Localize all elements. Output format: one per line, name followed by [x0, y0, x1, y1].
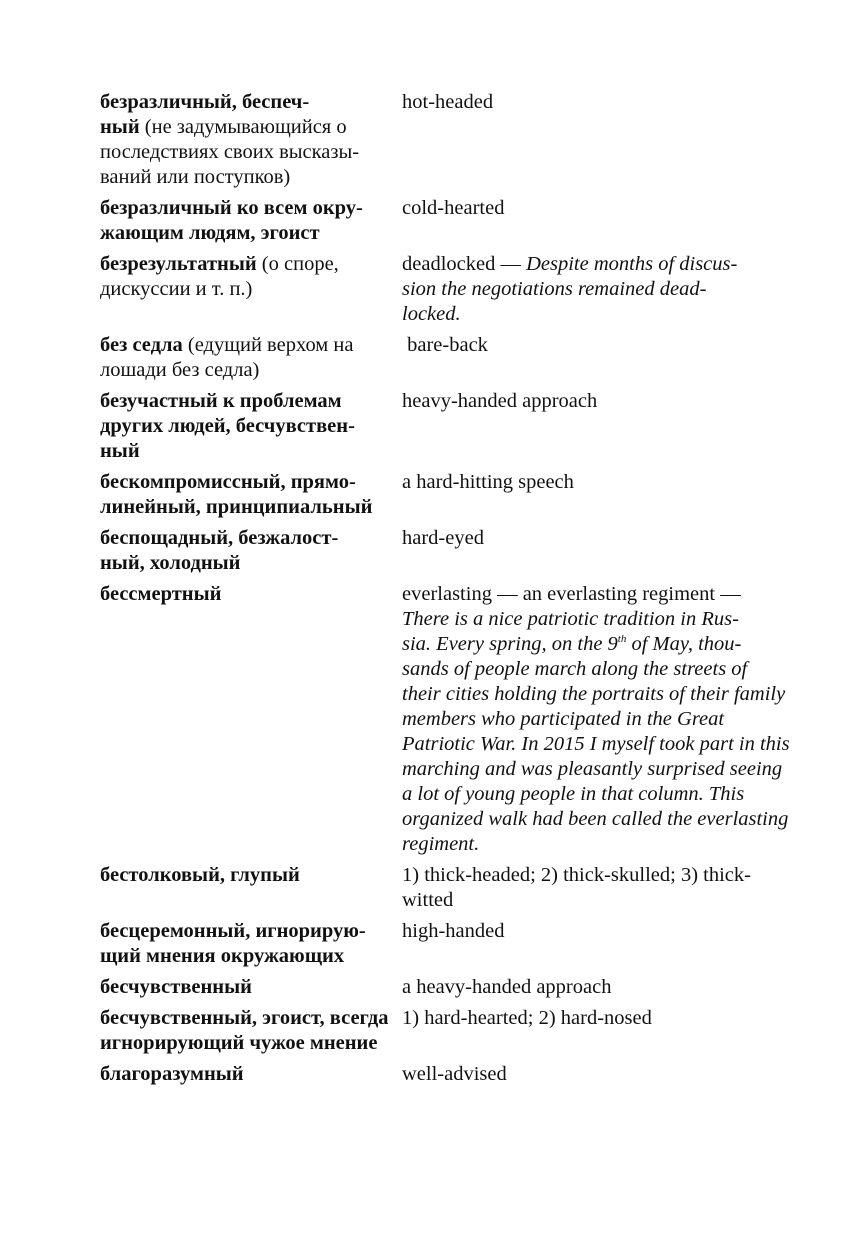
term-cell: [100, 975, 402, 1006]
ordinal-suffix: th: [617, 633, 627, 646]
dictionary-page: [100, 90, 790, 1093]
table-row: [100, 389, 790, 470]
term-cell: [100, 196, 402, 252]
term-cell: [100, 333, 402, 389]
term-headword: безразличный, беспеч- ный: [100, 91, 310, 138]
table-row: [100, 252, 790, 333]
translation: heavy-handed approach: [402, 390, 598, 412]
term-headword: безучастный к проблемам других людей, бесчувствен- ный: [100, 390, 355, 462]
translation-cell: [402, 252, 790, 333]
table-row: [100, 919, 790, 975]
term-headword: бессмертный: [100, 583, 222, 605]
table-row: [100, 196, 790, 252]
term-note: (едущий верхом на лошади без седла): [100, 334, 354, 381]
term-cell: [100, 90, 402, 196]
translation-cell: [402, 196, 790, 252]
translation: hot-headed: [402, 91, 494, 113]
translation-cell: [402, 919, 790, 975]
translation: bare-back: [402, 334, 488, 356]
translation: deadlocked —: [402, 253, 527, 275]
translation: 1) hard-hearted; 2) hard-nosed: [402, 1007, 652, 1029]
table-row: [100, 1006, 790, 1062]
dictionary-table: [100, 90, 790, 1093]
term-cell: [100, 526, 402, 582]
translation: hard-eyed: [402, 527, 484, 549]
term-cell: [100, 252, 402, 333]
translation: high-handed: [402, 920, 505, 942]
example-sentence: There is a nice patriotic tradition in Rus- sia. Every spring, on the 9: [402, 608, 739, 655]
table-row: [100, 863, 790, 919]
term-note: (о споре, дискуссии и т. п.): [100, 253, 339, 300]
translation-cell: [402, 333, 790, 389]
table-row: [100, 975, 790, 1006]
table-row: [100, 526, 790, 582]
term-cell: [100, 582, 402, 863]
translation: 1) thick-headed; 2) thick-skulled; 3) thick- witted: [402, 864, 751, 911]
term-headword: беспощадный, безжалост- ный, холодный: [100, 527, 339, 574]
translation: a hard-hitting speech: [402, 471, 574, 493]
term-cell: [100, 1006, 402, 1062]
translation: cold-hearted: [402, 197, 505, 219]
table-row: [100, 333, 790, 389]
translation: a heavy-handed approach: [402, 976, 612, 998]
term-cell: [100, 389, 402, 470]
translation-cell: [402, 526, 790, 582]
translation-cell: [402, 389, 790, 470]
table-row: [100, 470, 790, 526]
example-sentence-continued: of May, thou- sands of people march along the streets of their cities holding the portraits of their family members who participated in the Great Patriotic War. In 2015 I myself took part in this marching and was pleasantly surprised seeing a lot of young people in that column. This organized walk had been called the everlasting regiment.: [402, 633, 790, 855]
term-cell: [100, 863, 402, 919]
term-cell: [100, 919, 402, 975]
term-cell: [100, 470, 402, 526]
translation: everlasting — an everlasting regiment —: [402, 583, 741, 605]
table-row: [100, 1062, 790, 1093]
translation-cell: [402, 1062, 790, 1093]
term-headword: бестолковый, глупый: [100, 864, 300, 886]
term-headword: безразличный ко всем окру- жающим людям, эгоист: [100, 197, 363, 244]
term-headword: безрезультатный: [100, 253, 257, 275]
translation: well-advised: [402, 1063, 507, 1085]
translation-cell: [402, 975, 790, 1006]
table-row: [100, 90, 790, 196]
translation-cell: [402, 90, 790, 196]
term-cell: [100, 1062, 402, 1093]
term-headword: бесчувственный, эгоист, всегда игнорирующий чужое мнение: [100, 1007, 389, 1054]
translation-cell: [402, 582, 790, 863]
table-row: [100, 582, 790, 863]
translation-cell: [402, 863, 790, 919]
translation-cell: [402, 1006, 790, 1062]
term-headword: без седла: [100, 334, 183, 356]
term-headword: бесцеремонный, игнорирую- щий мнения окружающих: [100, 920, 366, 967]
term-headword: бесчувственный: [100, 976, 252, 998]
example-sentence: Despite months of discus- sion the negotiations remained dead- locked.: [402, 253, 738, 325]
term-headword: благоразумный: [100, 1063, 244, 1085]
term-headword: бескомпромиссный, прямо- линейный, принципиальный: [100, 471, 373, 518]
term-note: (не задумывающийся о последствиях своих высказы- ваний или поступков): [100, 116, 360, 188]
translation-cell: [402, 470, 790, 526]
